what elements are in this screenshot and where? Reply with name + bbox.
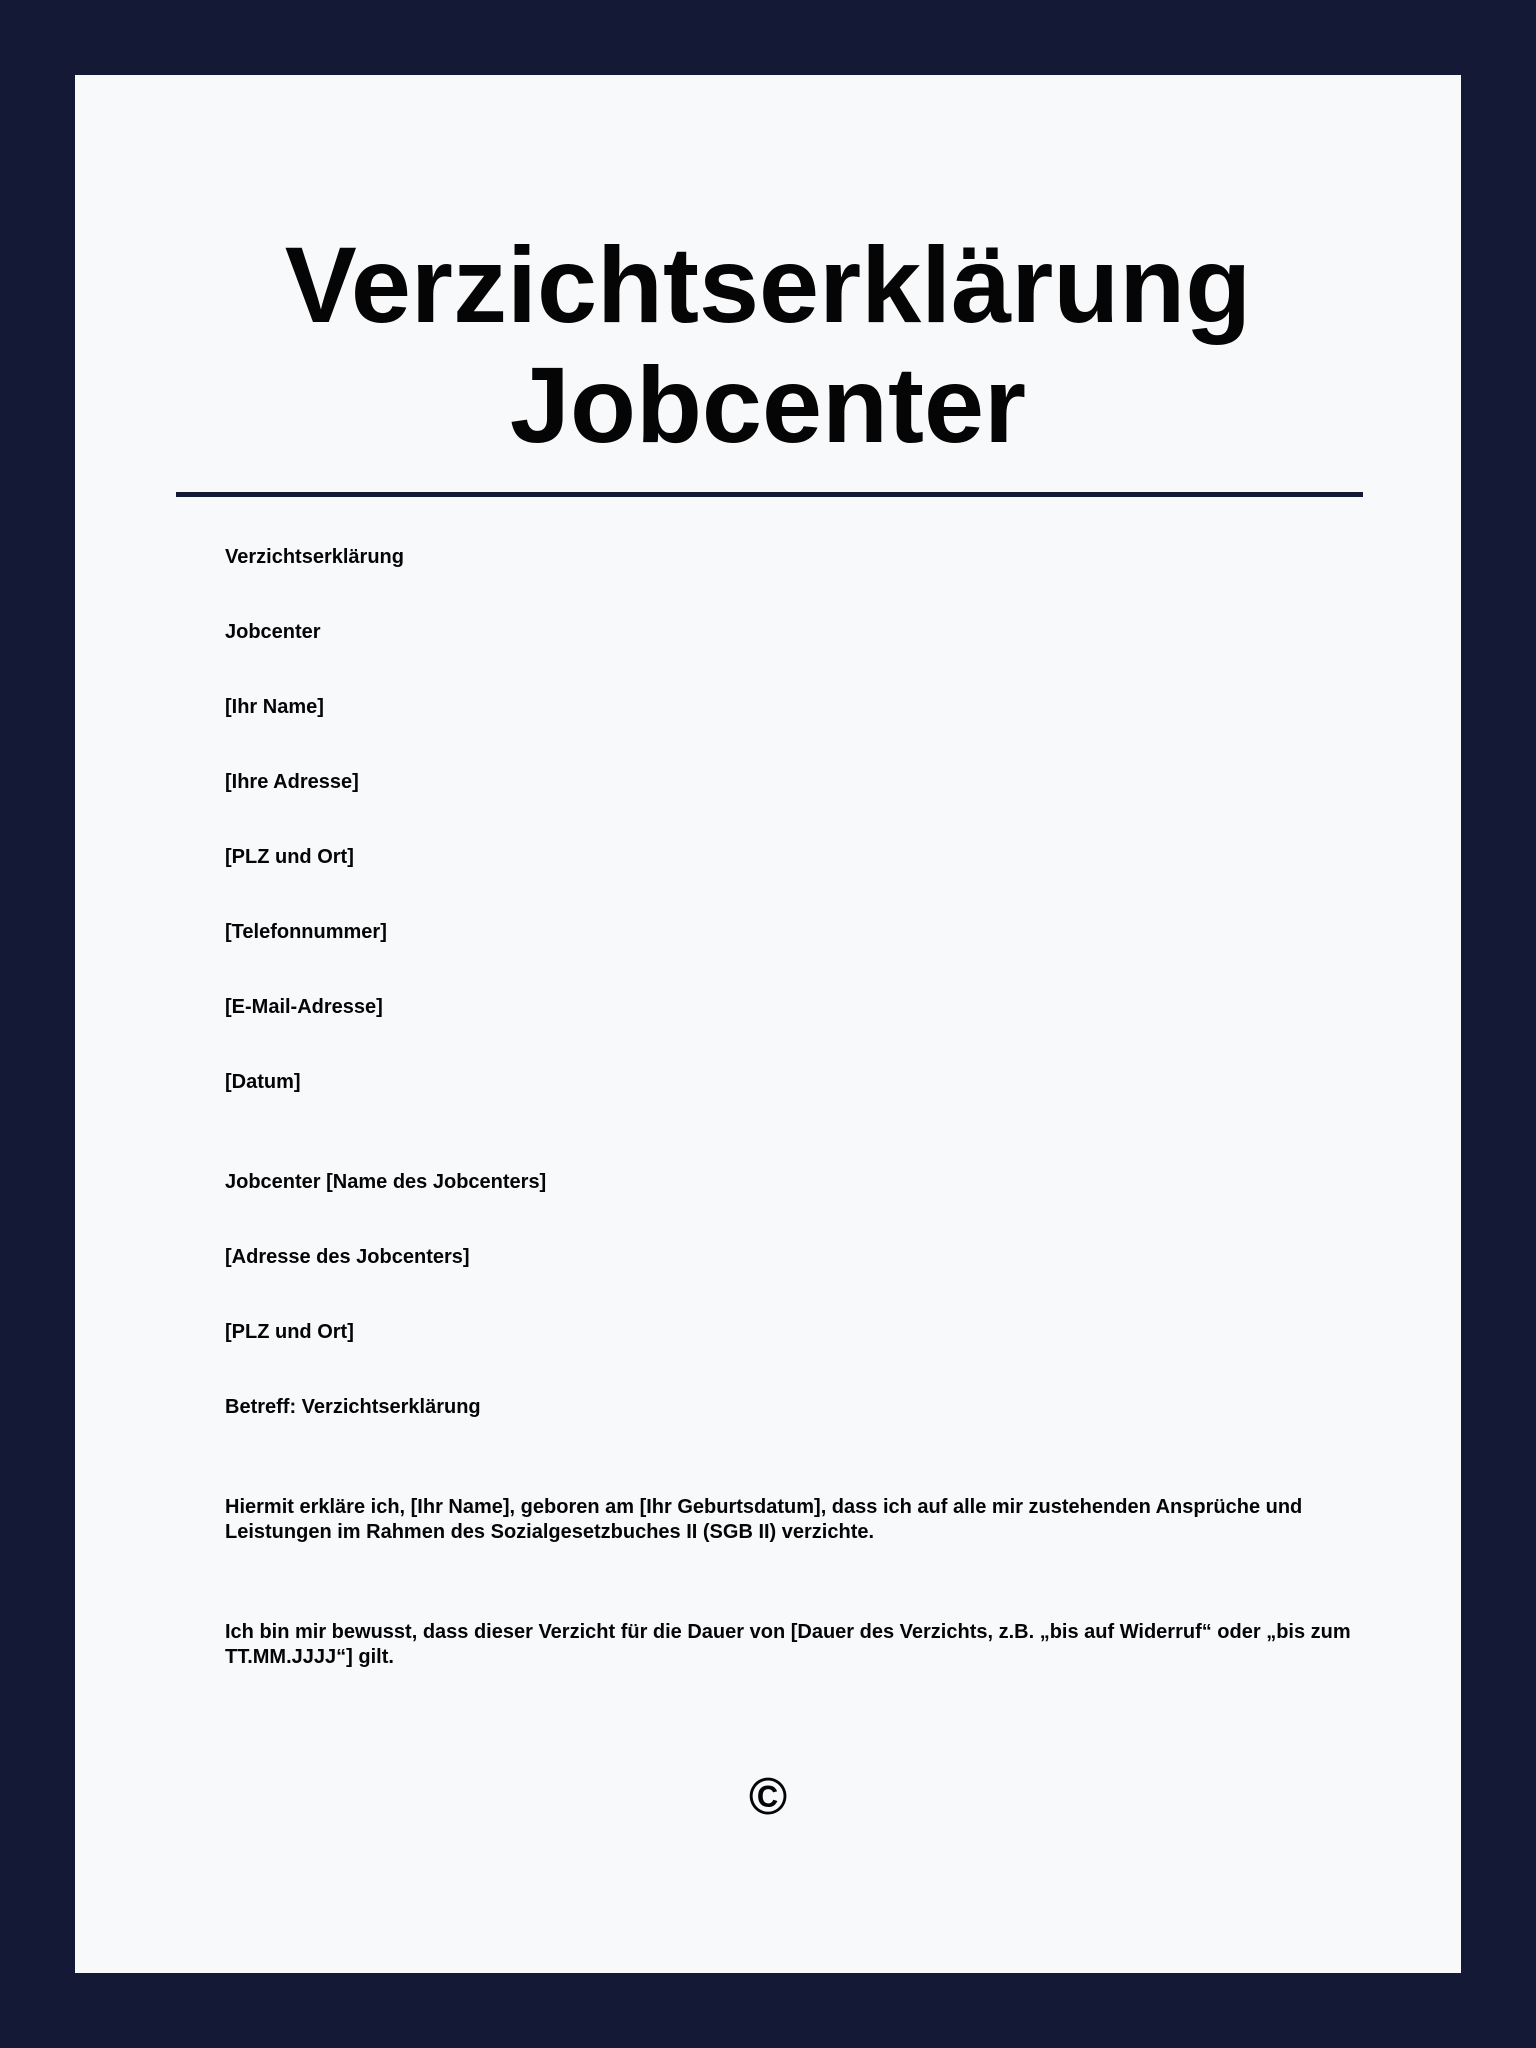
recipient-address: [Adresse des Jobcenters]: [225, 1246, 470, 1268]
title-line-2: Jobcenter: [509, 344, 1027, 465]
document-page: [75, 75, 1461, 1973]
sender-address: [Ihre Adresse]: [225, 771, 359, 793]
title-divider: [176, 492, 1363, 497]
recipient-city: [PLZ und Ort]: [225, 1321, 354, 1343]
letter-paragraph-1: Hiermit erkläre ich, [Ihr Name], geboren am [Ihr Geburtsdatum], dass ich auf alle mir zustehenden Ansprüche und Leistungen im Rahmen des Sozialgesetzbuches II (SGB II) verzichte.: [225, 1496, 1303, 1543]
sender-name: [Ihr Name]: [225, 696, 324, 718]
letter-paragraph-2: Ich bin mir bewusst, dass dieser Verzicht für die Dauer von [Dauer des Verzichts, z.B. „bis auf Widerruf“ oder „bis zum TT.MM.JJJJ“] gilt.: [225, 1621, 1351, 1668]
letter-subject: Betreff: Verzichtserklärung: [225, 1396, 481, 1418]
sender-phone: [Telefonnummer]: [225, 921, 387, 943]
sender-city: [PLZ und Ort]: [225, 846, 354, 868]
title-line-1: Verzichtserklärung: [284, 224, 1252, 345]
sender-heading: Verzichtserklärung: [225, 546, 404, 568]
sender-subheading: Jobcenter: [225, 621, 321, 643]
letter-date: [Datum]: [225, 1071, 301, 1093]
document-title: [75, 225, 1461, 465]
copyright-icon: ©: [748, 1768, 788, 1826]
sender-email: [E-Mail-Adresse]: [225, 996, 383, 1018]
recipient-name: Jobcenter [Name des Jobcenters]: [225, 1171, 547, 1193]
letter-body: [225, 545, 1405, 1745]
